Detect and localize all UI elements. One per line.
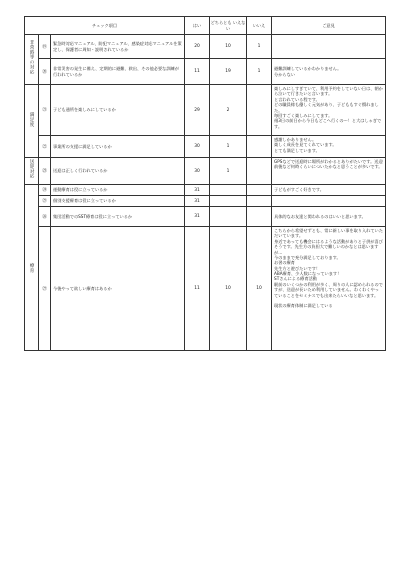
question-text: 子ども通所を楽しみにしているか	[51, 85, 185, 136]
count-neither: 19	[210, 59, 247, 85]
count-no: 1	[247, 35, 272, 59]
opinion-line: 具体的なお友達と関われるのはいいと思います。	[274, 213, 366, 219]
row-number: ㉔	[39, 185, 51, 196]
category-supplement	[25, 158, 39, 185]
header-neither: どちらとも いえない	[210, 17, 247, 35]
opinion-line: 感謝しかありません。	[274, 137, 317, 142]
opinion-cell	[272, 136, 386, 158]
count-yes: 11	[185, 227, 210, 351]
count-yes: 20	[185, 35, 210, 59]
question-text: 事業所の支援に満足しているか	[51, 136, 185, 158]
header-yes: はい	[185, 17, 210, 35]
table-row	[25, 207, 386, 227]
opinion-line: 今のままで充分満足しております。	[274, 254, 341, 260]
category-label: 満足度	[29, 111, 35, 127]
row-number: ㉕	[39, 196, 51, 207]
count-yes: 30	[185, 136, 210, 158]
count-no	[247, 85, 272, 136]
header-no: いいえ	[247, 17, 272, 35]
opinion-line: GPSなどで送迎時に場所がわかるとありがたいです。送迎前後など何時くらいについたかなと思うことが多いです。	[274, 159, 383, 170]
header-row	[25, 17, 386, 35]
survey-sheet	[24, 16, 385, 350]
opinion-cell	[272, 185, 386, 196]
count-neither: 1	[210, 136, 247, 158]
opinion-line: 避難訓練しているかわかりません。	[274, 66, 342, 72]
category-label: 送迎対応	[29, 159, 35, 179]
opinion-line: 身近であっても機会にはるような活動がありと子供が喜びそうです。先生方の負担大で難しいのかなとは思いますが…	[274, 238, 383, 255]
opinion-cell	[272, 227, 386, 351]
question-text: 運動療育は役に立っているか	[51, 185, 185, 196]
count-no: 10	[247, 227, 272, 351]
count-no: 1	[247, 59, 272, 85]
count-neither: 1	[210, 158, 247, 185]
survey-table	[24, 16, 386, 351]
category-therapy	[25, 185, 39, 351]
opinion-line: こちらから希望せずとも、常に新しい事を取り入れていただいています。	[274, 228, 383, 239]
opinion-line: と言われている程です。	[274, 96, 320, 102]
row-number: ⑳	[39, 59, 51, 85]
opinion-line: 子どもがすごく好きです。	[274, 187, 324, 193]
opinion-line: 楽しみにしすぎていて、利用予約をしていない日は、朝から泣いて行きたいと言います。	[274, 86, 383, 97]
table-row	[25, 136, 386, 158]
category-label: 非常時等の対応	[29, 40, 35, 75]
table-row	[25, 85, 386, 136]
opinion-cell	[272, 85, 386, 136]
opinion-line: 先生方と遊びたいです！	[274, 265, 321, 271]
question-text: 緊急時対応マニュアル、防犯マニュアル、感染症対応マニュアルを策定し、保護者に周知・説明されているか	[51, 35, 185, 59]
opinion-line: ABA療育、少人数になっています！	[274, 271, 342, 276]
opinion-cell	[272, 207, 386, 227]
count-yes: 30	[185, 158, 210, 185]
row-number: ㉒	[39, 136, 51, 158]
category-satisfaction	[25, 85, 39, 158]
count-yes: 31	[185, 196, 210, 207]
table-row	[25, 158, 386, 185]
table-row	[25, 185, 386, 196]
opinion-line: 週3日の前日から今日もどこへ行くの～！と大はしゃぎです。	[274, 118, 382, 129]
count-neither	[210, 185, 247, 196]
count-no	[247, 207, 272, 227]
opinion-line: 分からない	[274, 71, 295, 77]
opinion-line: 現状の療育体制に満足している	[274, 303, 333, 309]
count-no	[247, 136, 272, 158]
opinion-line: 駅前のいくつかの利用が多く、周りの人に認められるのですが、送迎が長いため利用していません。わくわくやっていることをセミナスでも出来たらいいなと思います。	[274, 281, 383, 298]
row-number: ㉓	[39, 158, 51, 185]
opinion-cell	[272, 59, 386, 85]
row-number: ㉑	[39, 85, 51, 136]
row-number: ㉗	[39, 227, 51, 351]
count-yes: 31	[185, 185, 210, 196]
opinion-line: とても満足しています。	[274, 147, 320, 153]
count-neither	[210, 196, 247, 207]
count-no	[247, 185, 272, 196]
count-neither: 10	[210, 227, 247, 351]
row-number: ㉖	[39, 207, 51, 227]
question-text: 集団活動でのSST療育は役に立っているか	[51, 207, 185, 227]
count-yes: 11	[185, 59, 210, 85]
question-text: 非常災害の発生に備え、定期的に避難、救出、その他必要な訓練が行われているか	[51, 59, 185, 85]
count-neither: 2	[210, 85, 247, 136]
header-opinion: ご意見	[272, 17, 386, 35]
count-no	[247, 196, 272, 207]
opinion-line: 毎回すごく楽しみにしてます。	[274, 112, 333, 118]
category-label: 療育	[29, 263, 35, 273]
category-emergency	[25, 35, 39, 85]
opinion-cell	[272, 35, 386, 59]
table-row	[25, 59, 386, 85]
row-number: ⑲	[39, 35, 51, 59]
count-neither: 10	[210, 35, 247, 59]
count-yes: 29	[185, 85, 210, 136]
question-text: 送迎は正しく行われているか	[51, 158, 185, 185]
opinion-cell	[272, 158, 386, 185]
opinion-line: STさんによる療育活動	[274, 276, 317, 282]
table-row	[25, 196, 386, 207]
count-neither	[210, 207, 247, 227]
header-check-item: チェック項目	[25, 17, 185, 35]
table-row	[25, 227, 386, 351]
table-row	[25, 35, 386, 59]
opinion-line: 楽しく成長を見てくれています。	[274, 142, 337, 148]
opinion-line: お習の療育	[274, 260, 295, 266]
opinion-line: どの職員様も優しく元気があり、子どももすぐ慣れました。	[274, 102, 379, 113]
count-no	[247, 158, 272, 185]
question-text: 今後やって欲しい療育はあるか	[51, 227, 185, 351]
count-yes: 31	[185, 207, 210, 227]
opinion-cell	[272, 196, 386, 207]
question-text: 個別支援療育は役に立っているか	[51, 196, 185, 207]
